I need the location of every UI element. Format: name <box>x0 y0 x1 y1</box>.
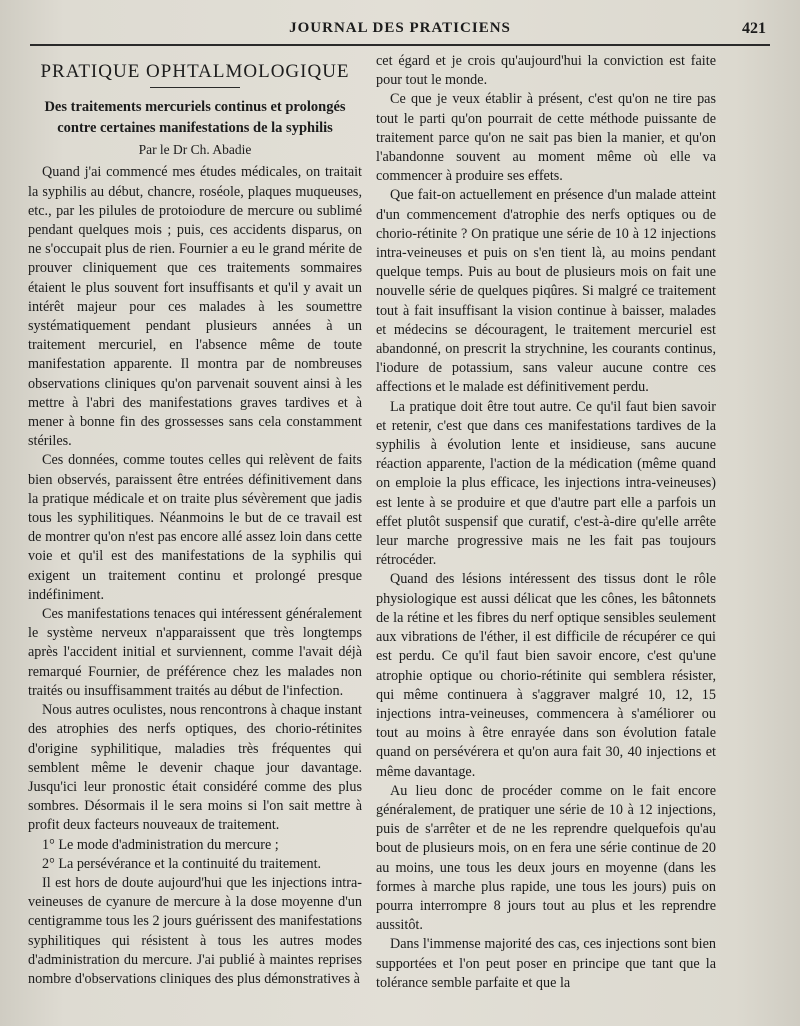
paragraph: La pratique doit être tout autre. Ce qu'il faut bien savoir et retenir, c'est que dans ces manifestations tardives de la syphilis à évolution lente et insidieuse, sans aucune réaction apparente, l'action de la médication (même quand on emploie la plus efficace, les injections intra-veineuses) est lente à se produire et que d'autre part elle a parfois un effet plutôt suspensif que curatif, c'est-à-dire qu'elle arrête leur marche progressive mais ne les fait pas toujours rétrocéder. <box>376 398 716 569</box>
paragraph: Dans l'immense majorité des cas, ces injections sont bien supportées et l'on peut poser en principe que tant que la tolérance semble parfaite et que la <box>376 936 716 991</box>
paragraph: Quand j'ai commencé mes études médicales, on traitait la syphilis au début, chancre, roséole, plaques muqueuses, etc., par les pilules de protoiodure de mercure ou sublimé pendant quelques mois ; puis, ces accidents disparus, on ne s'occupait plus de rien. Fournier a eu le grand mérite de prouver cliniquement que ces traitements sommaires étaient le plus souvent fort insuffisants et qu'il y avait un intérêt majeur pour ces malades à les soumettre systématiquement pendant plusieurs années à un traitement mercuriel, en l'absence même de toute manifestation apparente. Il montra par de nombreuses observations cliniques qu'on parvenait souvent ainsi à les mettre à l'abri des manifestations graves tardives et à mener à bonne fin des grossesses sans cela constamment stériles. <box>28 164 362 450</box>
paragraph: Au lieu donc de procéder comme on le fait encore généralement, de pratiquer une série de 10 à 12 injections, puis de s'arrêter et de ne les reprendre quelquefois qu'au bout de plusieurs mois, on en fera une série continue de 20 au moins, une tous les deux jours en moyenne (dans les formes à marche plus rapide, une tous les jours) puis on pourra interrompre 8 jours tout au plus et les reprendre aussitôt. <box>376 782 716 934</box>
paragraph: Ces manifestations tenaces qui intéressent généralement le système nerveux n'apparaissent que très longtemps après l'accident initial et surviennent, comme l'avait déjà remarqué Fournier, de préférence chez les malades non traités ou insuffisamment traités au début de l'infection. <box>28 606 362 699</box>
left-column <box>28 52 362 989</box>
byline: Par le Dr Ch. Abadie <box>138 142 252 158</box>
journal-title: JOURNAL DES PRATICIENS <box>289 20 511 36</box>
right-column <box>376 52 716 993</box>
paragraph: Ces données, comme toutes celles qui relèvent de faits bien observés, paraissent être entrées définitivement dans la pratique médicale et on traite plus sévèrement que jadis tous les syphilitiques. Néanmoins le but de ce travail est de montrer qu'on n'est pas encore allé assez loin dans cette voie et qu'il est des manifestations de la syphilis qui exigent un traitement continu et prolongé presque indéfiniment. <box>28 452 362 603</box>
section-divider <box>150 87 240 88</box>
article-title-line-1: Des traitements mercuriels continus et prolongés <box>44 99 346 116</box>
paragraph: Que fait-on actuellement en présence d'un malade atteint d'un commencement d'atrophie des nerfs optiques ou de chorio-rétinite ? On pratique une série de 10 à 12 injections intra-veineuses et puis on s'en tient là, au moins pendant quelque temps. Puis au bout de plusieurs mois on fait une nouvelle série de quelques piqûres. Si malgré ce traitement tout à fait insuffisant la vision continue à baisser, malades et médecins se découragent, le traitement mercuriel est abandonné, on prescrit la strychnine, les courants continus, l'iodure de potassium, sans valeur aucune contre ces affections et le malade est définitivement perdu. <box>376 187 716 396</box>
section-title: PRATIQUE OPHTALMOLOGIQUE <box>40 61 350 82</box>
article-title-line-2: contre certaines manifestations de la syphilis <box>57 120 333 137</box>
paragraph-continuation: cet égard et je crois qu'aujourd'hui la conviction est faite pour tout le monde. <box>376 53 716 89</box>
paragraph: Quand des lésions intéressent des tissus dont le rôle physiologique est aussi délicat que les cônes, les bâtonnets de la rétine et les fibres du nerf optique sensibles seulement aux vibrations de l'éther, il est difficile de récupérer ce qui est perdu. Ce qu'il faut bien savoir encore, c'est qu'une atrophie optique ou chorio-rétinite qui semblera résister, qui même continuera à s'aggraver malgré 10, 12, 15 injections intra-veineuses, commencera à s'améliorer ou tout au moins à être enrayée dans son évolution fatale quand on persévérera et qu'on aura fait 30, 40 injections et même davantage. <box>376 571 716 780</box>
list-item: 1° Le mode d'administration du mercure ; <box>42 836 279 853</box>
paragraph: Nous autres oculistes, nous rencontrons à chaque instant des atrophies des nerfs optiques, des chorio-rétinites d'origine syphilitique, maladies très fréquentes qui semblent même le devenir chaque jour davantage. Jusqu'ici leur pronostic était considéré comme des plus sombres. Désormais il le sera moins si l'on sait mettre à profit deux facteurs nouveaux de traitement. <box>28 702 362 834</box>
paragraph: Ce que je veux établir à présent, c'est qu'on ne tire pas tout le parti qu'on pourrait de cette méthode puissante de traitement parce qu'on ne sait pas bien la manier, et qu'on l'abandonne souvent au moment même où elle va commencer à produire ses effets. <box>376 91 716 185</box>
page-header <box>30 18 770 46</box>
list-item: 2° La persévérance et la continuité du traitement. <box>42 855 322 872</box>
paragraph: Il est hors de doute aujourd'hui que les injections intra-veineuses de cyanure de mercure à la dose moyenne d'un centigramme tous les 2 jours guérissent des manifestations syphilitiques qui résistent à tous les autres modes d'administration du mercure. J'ai publié à maintes reprises nombre d'observations cliniques des plus démonstratives à <box>28 874 362 987</box>
page-number: 421 <box>742 20 766 37</box>
